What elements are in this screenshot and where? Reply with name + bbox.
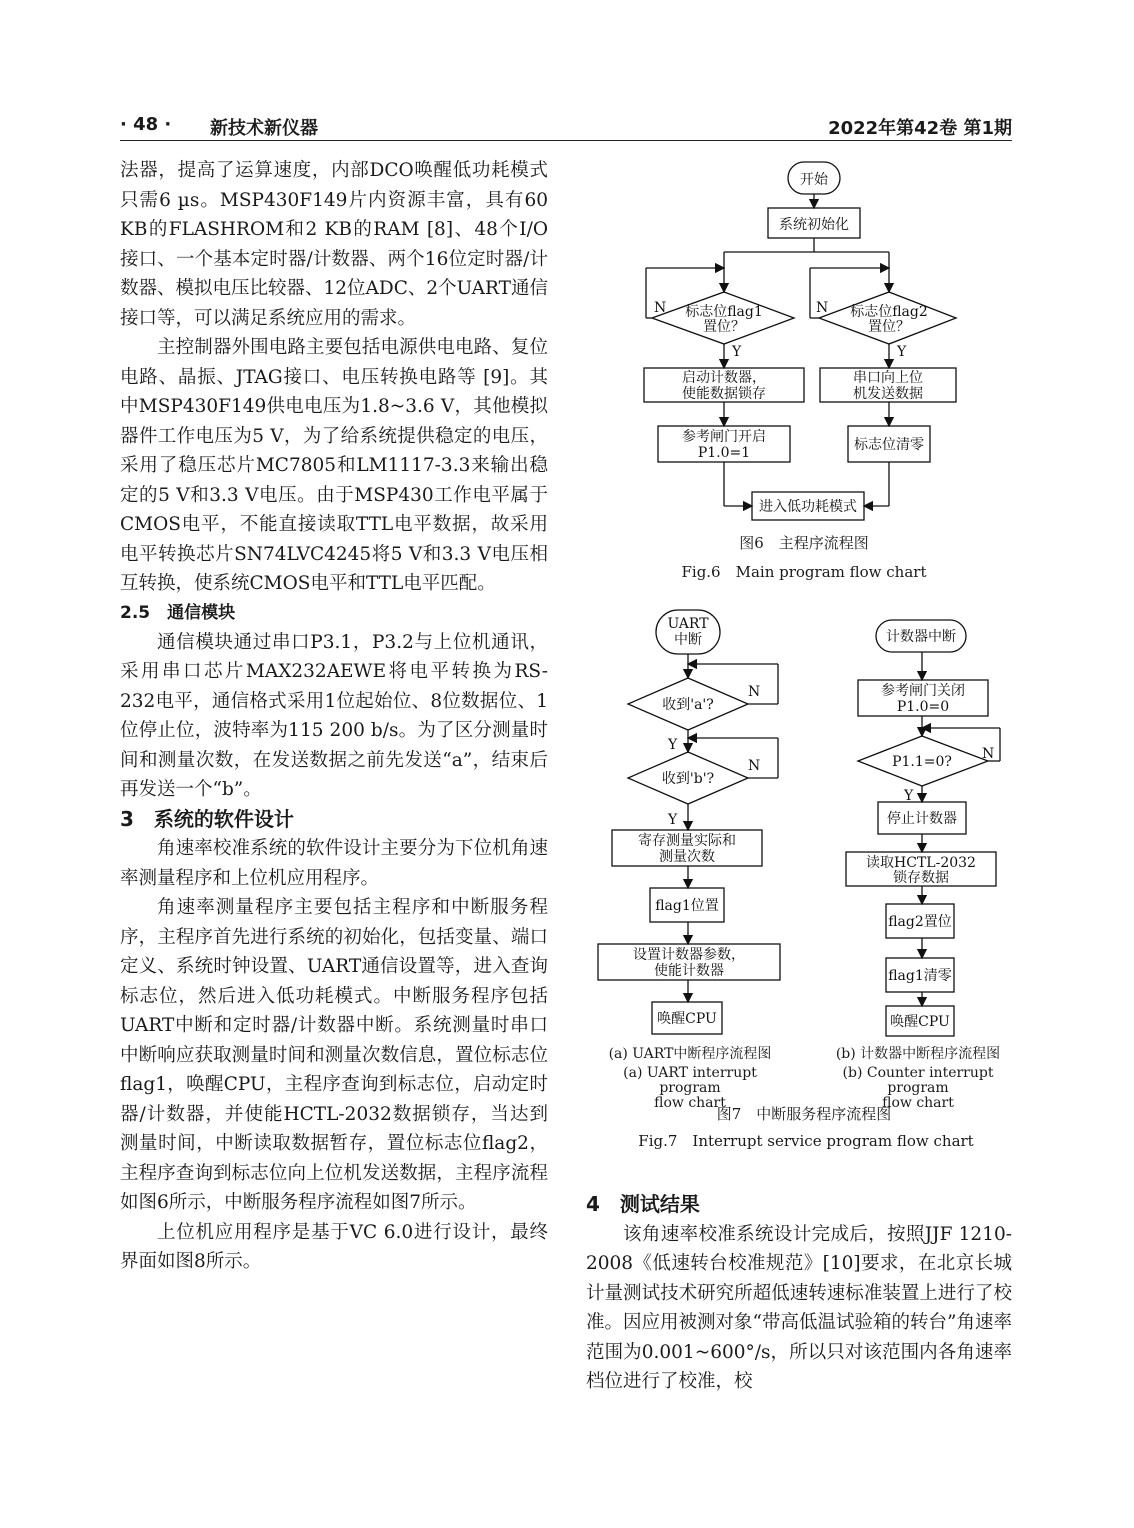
b-b3-label: 读取HCTL-2032 [866, 855, 976, 871]
b1-label2: 使能数据锁存 [682, 386, 766, 402]
b3-label2: P1.0=1 [697, 445, 751, 461]
recv-b-label: 收到'b'? [661, 771, 715, 787]
b5-label: 进入低功耗模式 [759, 499, 857, 515]
b-b1-label2: P1.0=0 [896, 699, 950, 715]
fig7-caption-en: Fig.7 Interrupt service program flow chart [638, 1132, 974, 1150]
paragraph: 法器，提高了运算速度，内部DCO唤醒低功耗模式只需6 µs。MSP430F149片内资源丰富，具有60 KB的FLASHROM和2 KB的RAM [8]、48个I/O接口、一个基本定时器/计数器、两个16位定时器/计数器、模拟电压比较器、12位ADC、2个UART通信接口等，可以满足系统应用的需求。 [120, 160, 548, 329]
b-b3-label2: 锁存数据 [893, 870, 949, 886]
b-b2-label: 停止计数器 [887, 811, 957, 827]
a-b3-label: 设置计数器参数， [633, 947, 745, 963]
y-label: Y [897, 344, 907, 360]
y-label: Y [732, 344, 742, 360]
issue-info: 2022年第42卷 第1期 [828, 118, 1012, 139]
b4-label: 标志位清零 [854, 437, 924, 453]
flowchart-svg [636, 160, 972, 530]
d1-label2: 置位？ [703, 319, 745, 335]
counter-int-label: 计数器中断 [886, 629, 956, 645]
section-heading: 4 测试结果 [586, 1192, 700, 1216]
d2-label: 标志位flag2 [850, 304, 928, 320]
a-b3-label2: 使能计数器 [654, 963, 724, 979]
y-label: Y [668, 812, 678, 828]
b3-label: 参考闸门开启 [682, 429, 766, 445]
b1-label: 启动计数器， [682, 370, 766, 386]
uart-label2: 中断 [674, 632, 702, 648]
subsection-heading: 2.5 通信模块 [120, 602, 236, 623]
section-heading: 3 系统的软件设计 [120, 806, 294, 831]
n-label: N [748, 684, 761, 700]
paragraph: 通信模块通过串口P3.1，P3.2与上位机通讯，采用串口芯片MAX232AEWE将电平转换为RS-232电平，通信格式采用1位起始位、8位数据位、1位停止位，波特率为115 200 b/s。为了区分测量时间和测量次数，在发送数据之前先发送“a”，结束后再发送一个“b”。 [120, 631, 548, 800]
b-b5-label: flag1清零 [888, 968, 952, 984]
b-b4-label: flag2置位 [888, 914, 952, 930]
paragraph: 主控制器外围电路主要包括电源供电电路、复位电路、晶振、JTAG接口、电压转换电路等 [9]。其中MSP430F149供电电压为1.8~3.6 V，其他模拟器件工作电压为5 V，为了给系统提供稳定的电压，采用了稳压芯片MC7805和LM1117-3.3来输出稳定的5 V和3.3 V电压。由于MSP430工作电平属于CMOS电平，不能直接读取TTL电平数据，故采用电平转换芯片SN74LVC4245将5 V和3.3 V电压相互转换，使系统CMOS电平和TTL电平匹配。 [120, 337, 548, 594]
a-b1-label2: 测量次数 [659, 849, 715, 865]
b-b6-label: 唤醒CPU [890, 1014, 950, 1030]
init-label: 系统初始化 [779, 217, 849, 233]
left-column [120, 156, 548, 1277]
b2-label: 串口向上位 [853, 370, 923, 386]
fig7b-en-line1: (b) Counter interrupt program [842, 1065, 994, 1096]
y-label: Y [904, 788, 914, 804]
n-label: N [654, 300, 667, 316]
start-label: 开始 [800, 172, 828, 188]
flowchart-svg [592, 606, 1012, 1046]
d2-label2: 置位？ [868, 319, 910, 335]
uart-label: UART [667, 616, 709, 632]
n-label: N [748, 758, 761, 774]
journal-name: 新技术新仪器 [210, 118, 318, 139]
n-label: N [982, 746, 995, 762]
fig7a-caption-cn: (a) UART中断程序流程图 [608, 1046, 772, 1062]
figure-7-interrupt-flowchart [592, 606, 1012, 1050]
paragraph: 角速率校准系统的软件设计主要分为下位机角速率测量程序和上位机应用程序。 [120, 838, 548, 889]
b-b1-label: 参考闸门关闭 [881, 683, 965, 699]
fig7a-en-line1: (a) UART interrupt program [623, 1065, 757, 1096]
a-b1-label: 寄存测量实际和 [638, 833, 736, 849]
page-number: · 48 · [120, 114, 172, 135]
fig7-caption-cn: 图7 中断服务程序流程图 [716, 1105, 892, 1123]
fig7b-caption-cn: (b) 计数器中断程序流程图 [835, 1046, 1001, 1062]
recv-a-label: 收到'a'? [662, 697, 714, 713]
p11-label: P1.1=0? [892, 754, 952, 770]
d1-label: 标志位flag1 [685, 304, 763, 320]
paragraph: 角速率测量程序主要包括主程序和中断服务程序，主程序首先进行系统的初始化，包括变量、端口定义、系统时钟设置、UART通信设置等，进入查询标志位，然后进入低功耗模式。中断服务程序包括UART中断和定时器/计数器中断。系统测量时串口中断响应获取测量时间和测量次数信息，置位标志位flag1，唤醒CPU，主程序查询到标志位，启动定时器/计数器，并使能HCTL-2032数据锁存，当达到测量时间，中断读取数据暂存，置位标志位flag2，主程序查询到标志位向上位机发送数据，主程序流程如图6所示，中断服务程序流程如图7所示。 [120, 897, 548, 1213]
page-header [120, 110, 1012, 141]
b2-label2: 机发送数据 [853, 386, 923, 402]
y-label: Y [668, 737, 678, 753]
paragraph: 该角速率校准系统设计完成后，按照JJF 1210-2008《低速转台校准规范》[10]要求，在北京长城计量测试技术研究所超低速转速标准装置上进行了校准。因应用被测对象“带高低温试验箱的转台”角速率范围为0.001~600°/s，所以只对该范围内各角速率档位进行了校准，校 [586, 1223, 1012, 1392]
fig7a-en-line2: flow chart [654, 1095, 726, 1111]
fig6-caption-cn: 图6 主程序流程图 [739, 534, 869, 552]
n-label: N [816, 300, 829, 316]
right-column [586, 1190, 1012, 1397]
a-b2-label: flag1位置 [655, 898, 719, 914]
figure-6-main-flowchart [636, 160, 972, 534]
fig6-caption-en: Fig.6 Main program flow chart [681, 563, 927, 581]
a-b4-label: 唤醒CPU [657, 1011, 717, 1027]
fig7b-en-line2: flow chart [882, 1095, 954, 1111]
paragraph: 上位机应用程序是基于VC 6.0进行设计，最终界面如图8所示。 [120, 1221, 548, 1272]
